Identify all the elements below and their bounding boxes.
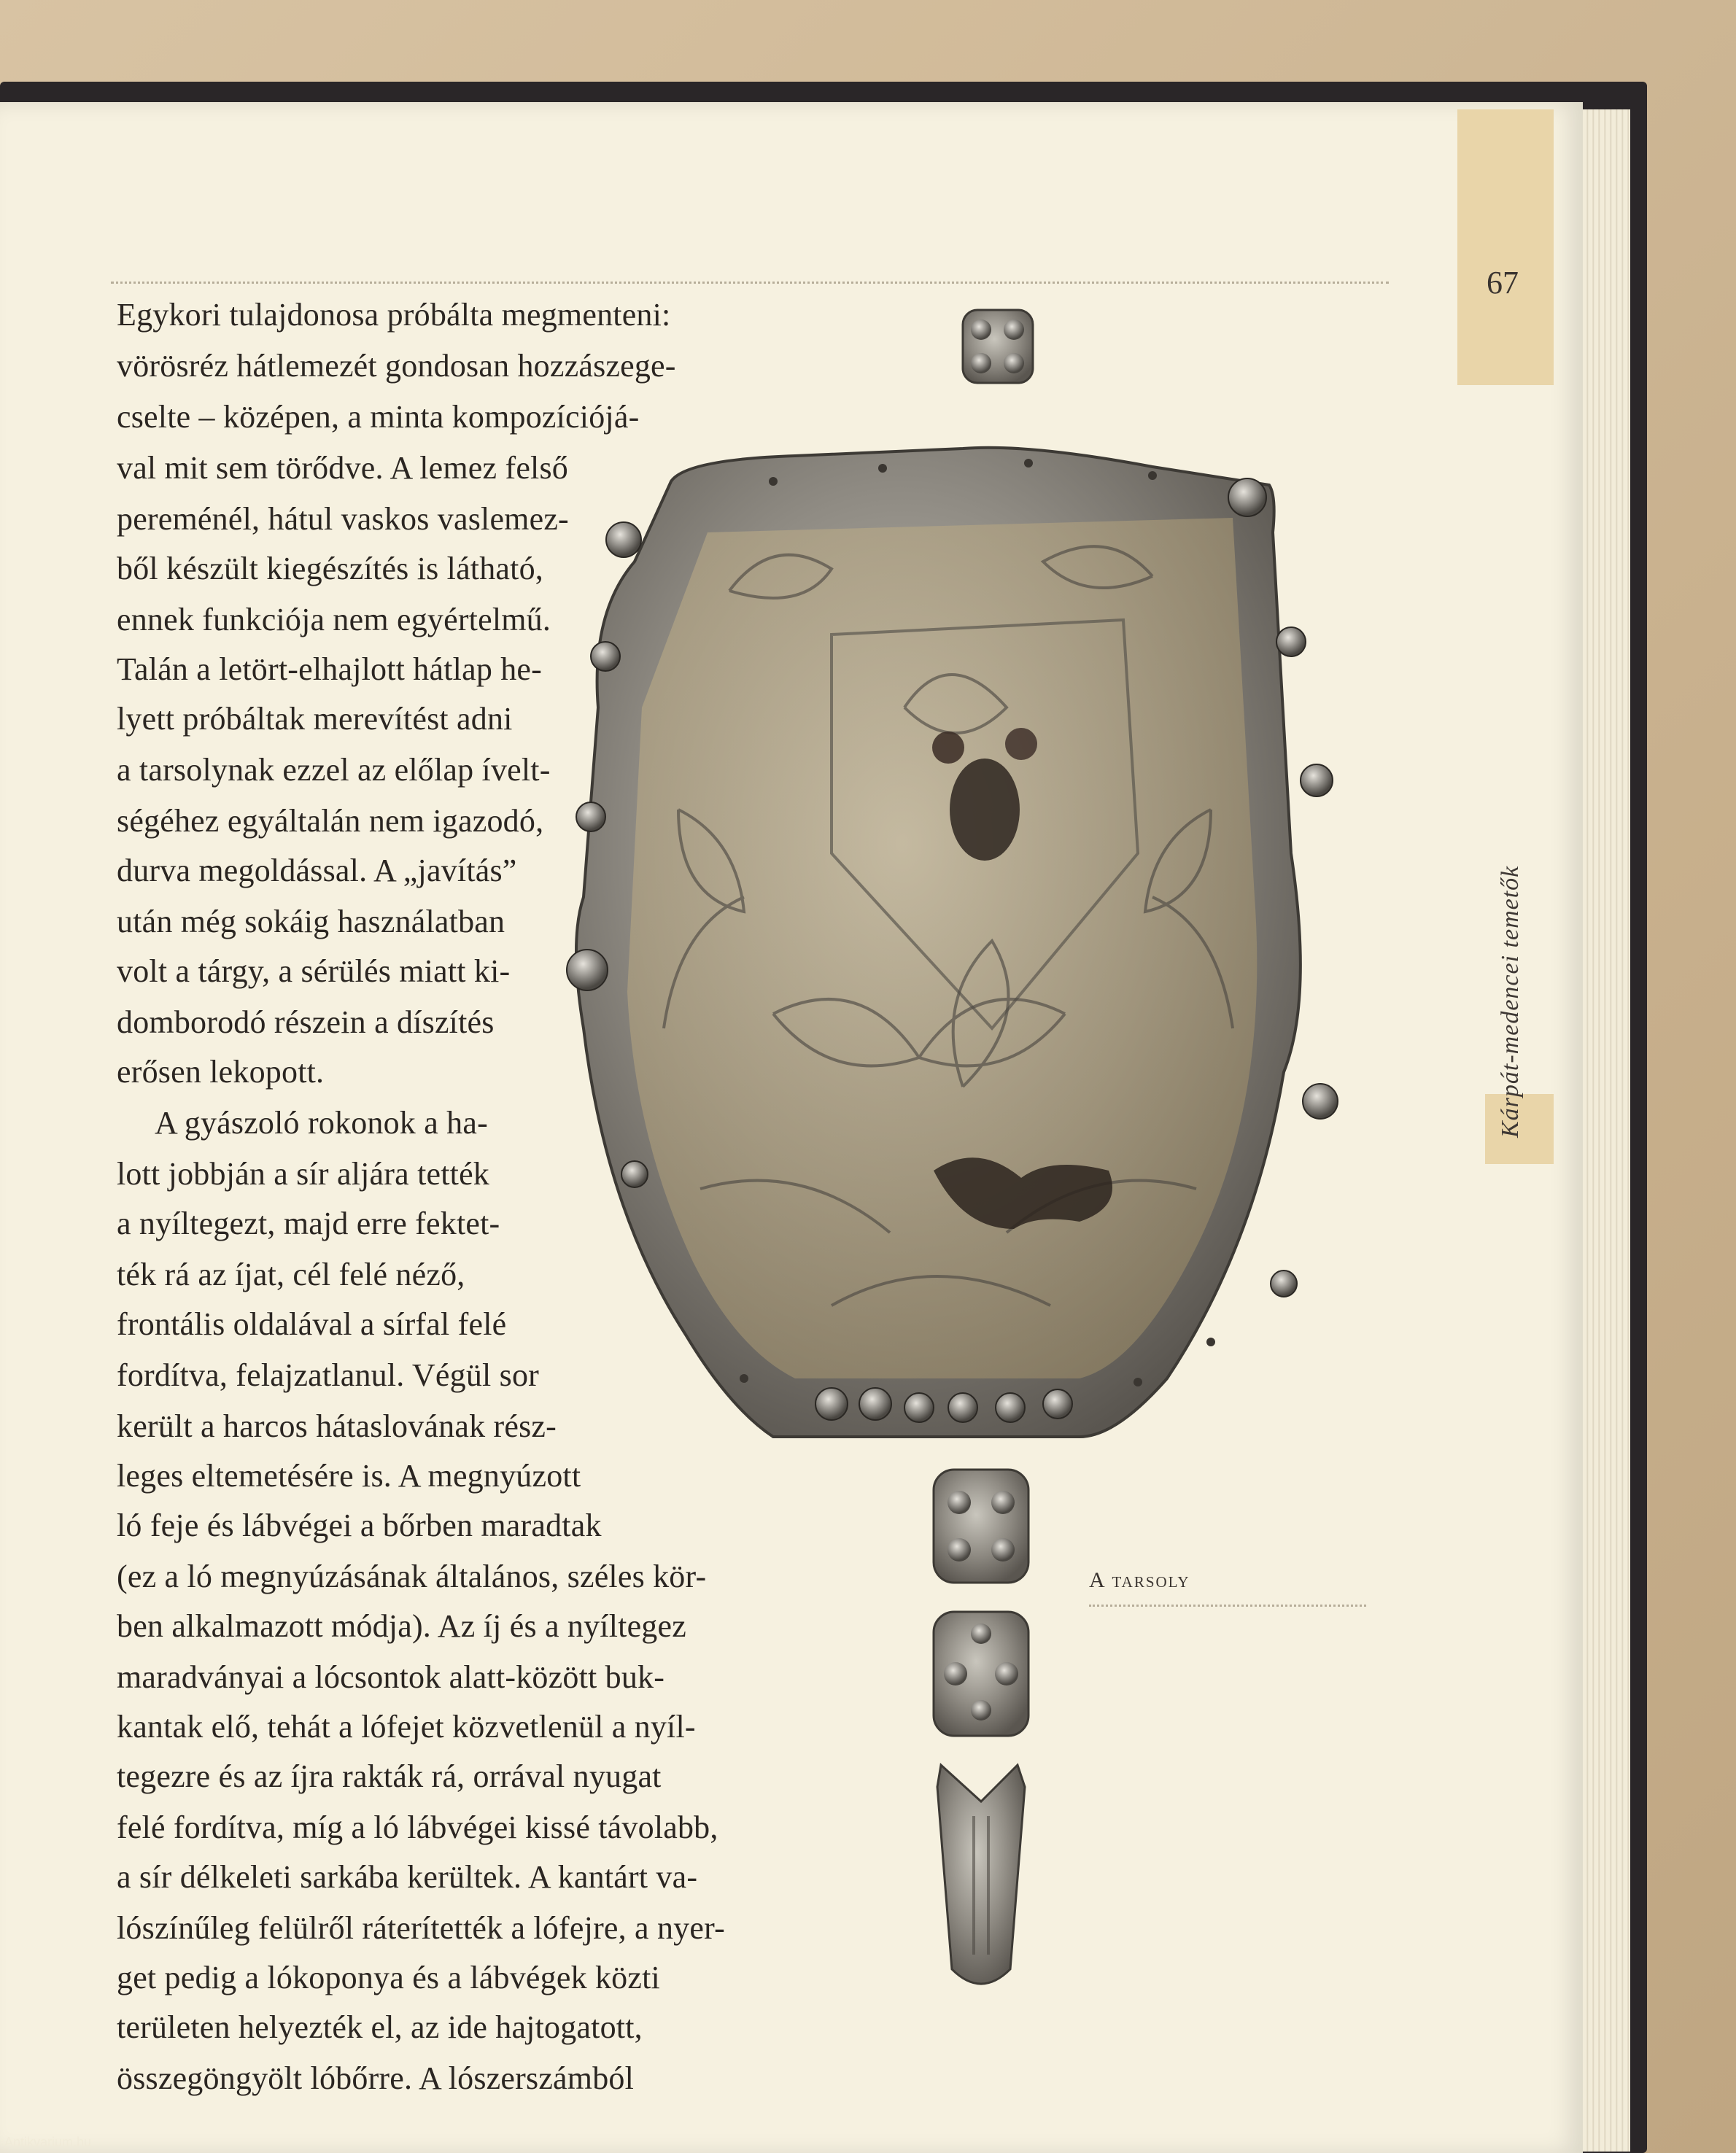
text-line: A gyászoló rokonok a ha-	[155, 1105, 488, 1141]
text-line: területen helyezték el, az ide hajtogatott,	[117, 2009, 643, 2045]
text-line: frontális oldalával a sírfal felé	[117, 1306, 507, 1342]
text-line: erősen lekopott.	[117, 1054, 325, 1090]
text-line: került a harcos hátaslovának rész-	[117, 1408, 557, 1444]
running-head: Kárpát-medencei temetők	[1497, 865, 1524, 1138]
text-line: Talán a letört-elhajlott hátlap he-	[117, 651, 542, 687]
text-line: tegezre és az íjra rakták rá, orrával nyugat	[117, 1758, 662, 1794]
text-line: pereménél, hátul vaskos vaslemez-	[117, 501, 569, 537]
text-line: maradványai a lócsontok alatt-között buk-	[117, 1659, 665, 1695]
text-line: összegöngyölt lóbőrre. A lószerszámból	[117, 2060, 635, 2096]
text-line: cselte – középen, a minta kompozíciójá-	[117, 399, 640, 435]
text-line: a tarsolynak ezzel az előlap ívelt-	[117, 752, 551, 788]
text-line: a nyíltegezt, majd erre fektet-	[117, 1206, 500, 1241]
figure-caption: A tarsoly	[1089, 1568, 1190, 1592]
text-line: fordítva, felajzatlanul. Végül sor	[117, 1357, 540, 1393]
text-line: lott jobbján a sír aljára tették	[117, 1156, 490, 1192]
text-line: vörösréz hátlemezét gondosan hozzászege-	[117, 348, 676, 384]
page-number: 67	[1487, 265, 1519, 300]
text-line: ték rá az íjat, cél felé néző,	[117, 1257, 465, 1292]
watermark: Antikvarium.hu	[4, 2135, 92, 2149]
text-line: lyett próbáltak merevítést adni	[117, 701, 513, 737]
text-line: ből készült kiegészítés is látható,	[117, 551, 543, 586]
text-line: ségéhez egyáltalán nem igazodó,	[117, 803, 544, 839]
text-line: durva megoldással. A „javítás”	[117, 853, 517, 888]
text-line: volt a tárgy, a sérülés miatt ki-	[117, 953, 511, 989]
text-line: ennek funkciója nem egyértelmű.	[117, 602, 551, 637]
text-line: get pedig a lókoponya és a lábvégek közti	[117, 1960, 660, 1995]
text-line: domborodó részein a díszítés	[117, 1004, 495, 1040]
text-line: kantak elő, tehát a lófejet közvetlenül a nyíl-	[117, 1709, 696, 1745]
caption-dotted-rule	[1089, 1605, 1366, 1607]
text-line: (ez a ló megnyúzásának általános, széles kör-	[117, 1559, 707, 1594]
text-line: ló feje és lábvégei a bőrben maradtak	[117, 1508, 602, 1543]
text-line: felé fordítva, míg a ló lábvégei kissé távolabb,	[117, 1809, 718, 1845]
text-line: a sír délkeleti sarkába kerültek. A kantárt va-	[117, 1859, 698, 1895]
text-line: leges eltemetésére is. A megnyúzott	[117, 1458, 581, 1494]
text-line: lószínűleg felülről ráterítették a lófejre, a nyer-	[117, 1910, 725, 1946]
text-line: ben alkalmazott módja). Az íj és a nyíltegez	[117, 1608, 686, 1644]
text-line: val mit sem törődve. A lemez felső	[117, 450, 568, 486]
text-line: Egykori tulajdonosa próbálta megmenteni:	[117, 297, 671, 333]
text-line: után még sokáig használatban	[117, 904, 505, 939]
